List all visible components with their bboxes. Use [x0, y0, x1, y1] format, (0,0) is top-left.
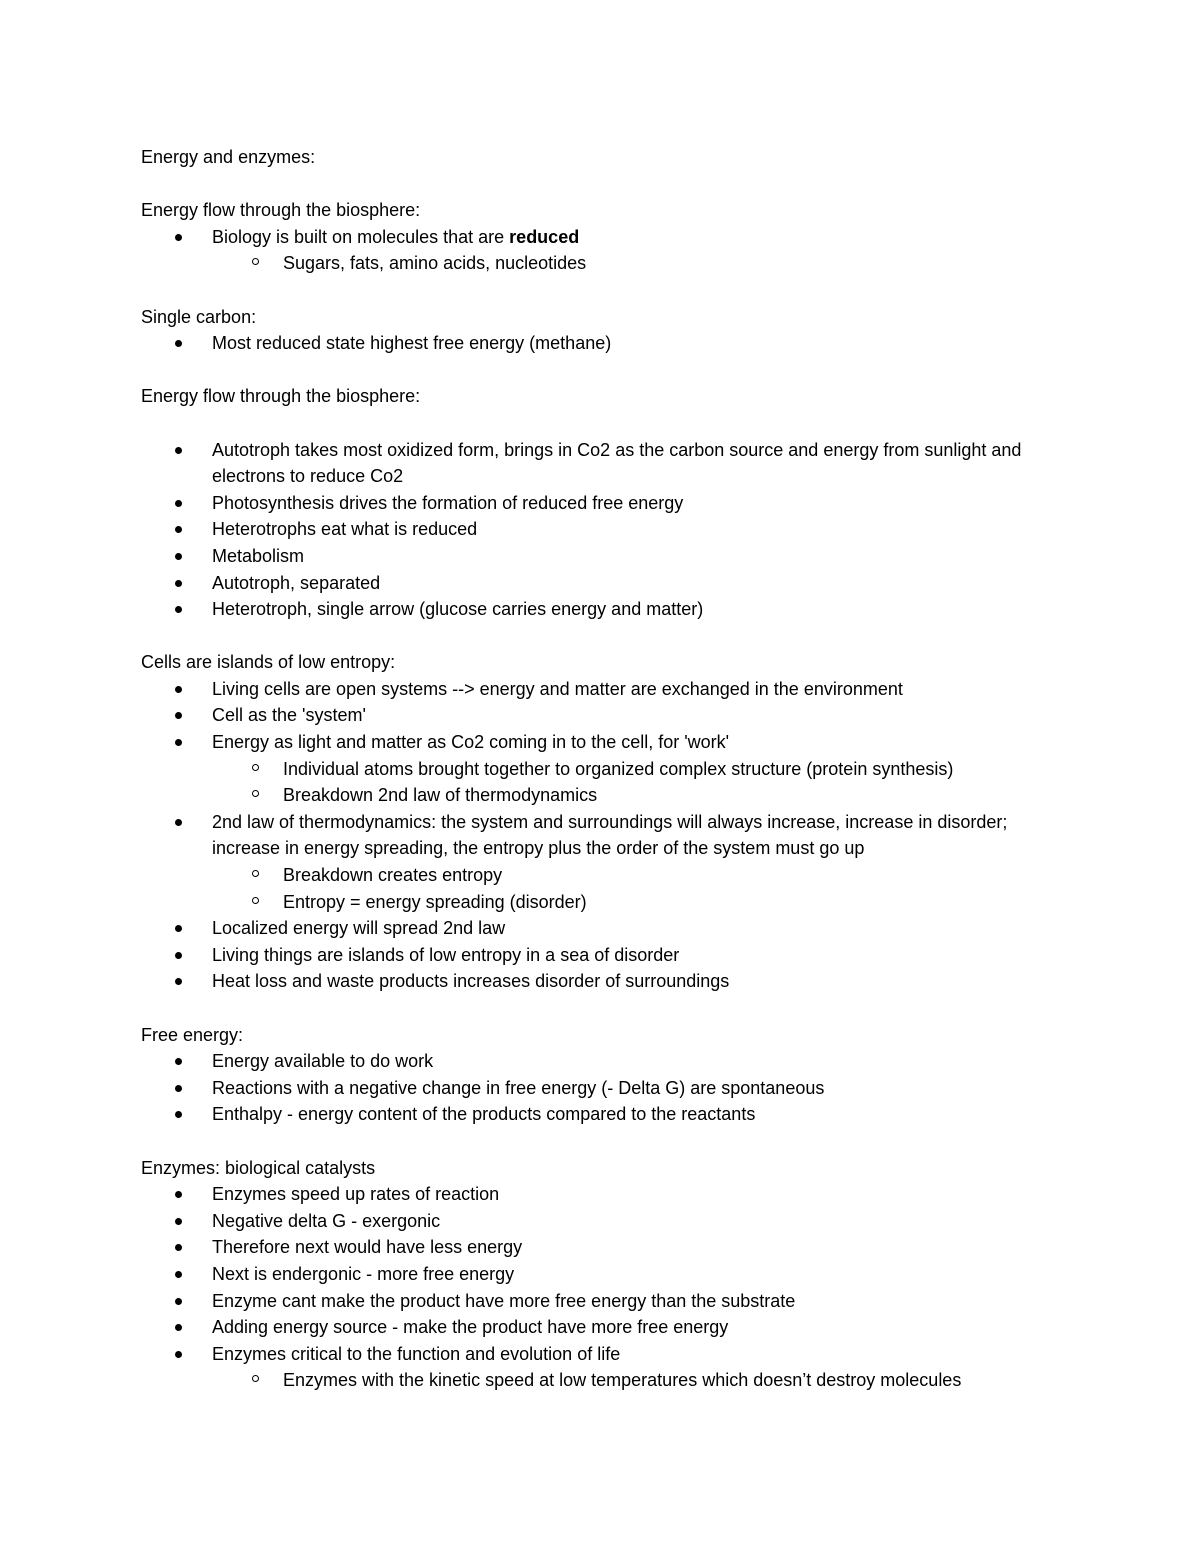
bullet-icon — [175, 968, 195, 995]
hollow-bullet-icon — [252, 889, 272, 916]
document-content — [141, 144, 1061, 1394]
list-item-text: Breakdown creates entropy — [283, 865, 503, 886]
bullet-icon — [175, 702, 195, 729]
list-item-text: Heterotrophs eat what is reduced — [212, 519, 478, 540]
list-item-text: Localized energy will spread 2nd law — [212, 918, 506, 939]
list-item-text: Most reduced state highest free energy (methane) — [212, 333, 612, 354]
section — [141, 383, 1061, 622]
bullet-icon — [175, 1101, 195, 1128]
hollow-bullet-icon — [252, 756, 272, 783]
list-item — [141, 596, 1061, 623]
section-heading: Single carbon: — [141, 306, 257, 327]
bullet-icon — [175, 1208, 195, 1235]
list-item-text: Enzyme cant make the product have more free energy than the substrate — [212, 1290, 796, 1311]
bullet-icon — [175, 1234, 195, 1261]
list-item-text: Autotroph, separated — [212, 572, 381, 593]
list-item-text: Living things are islands of low entropy in a sea of disorder — [212, 944, 680, 965]
list-item-text: Heat loss and waste products increases disorder of surroundings — [212, 971, 730, 992]
emphasized-text: reduced — [509, 226, 580, 247]
bullet-icon — [175, 490, 195, 517]
list-item — [141, 543, 1061, 570]
list-item — [141, 809, 1061, 862]
bullet-icon — [175, 1181, 195, 1208]
bullet-icon — [175, 1288, 195, 1315]
list-item — [141, 516, 1061, 543]
bullet-icon — [175, 1261, 195, 1288]
list-item — [141, 968, 1061, 995]
sub-list-item — [141, 1367, 1061, 1394]
list-item-text: Photosynthesis drives the formation of reduced free energy — [212, 492, 684, 513]
bullet-list — [141, 437, 1061, 623]
list-item-text: Next is endergonic - more free energy — [212, 1263, 515, 1284]
sub-list-item — [141, 756, 1061, 783]
section — [141, 304, 1061, 357]
bullet-icon — [175, 1314, 195, 1341]
list-item — [141, 915, 1061, 942]
hollow-bullet-icon — [252, 862, 272, 889]
bullet-icon — [175, 1341, 195, 1368]
list-item — [141, 942, 1061, 969]
section — [141, 197, 1061, 277]
list-item-text: Energy available to do work — [212, 1051, 434, 1072]
hollow-bullet-icon — [252, 1367, 272, 1394]
list-item-text: Energy as light and matter as Co2 coming in to the cell, for 'work' — [212, 732, 730, 753]
list-item-text: Metabolism — [212, 545, 305, 566]
list-item — [141, 1314, 1061, 1341]
list-item — [141, 702, 1061, 729]
list-item-text: Biology is built on molecules that are — [212, 226, 510, 247]
sections-container — [141, 197, 1061, 1394]
document-title: Energy and enzymes: — [141, 147, 316, 167]
bullet-icon — [175, 1048, 195, 1075]
list-item — [141, 676, 1061, 703]
bullet-list — [141, 1048, 1061, 1128]
bullet-icon — [175, 809, 195, 836]
bullet-icon — [175, 437, 195, 464]
bullet-icon — [175, 570, 195, 597]
bullet-list — [141, 1181, 1061, 1394]
list-item-text: Heterotroph, single arrow (glucose carries energy and matter) — [212, 599, 704, 620]
list-item-text: Autotroph takes most oxidized form, brings in Co2 as the carbon source and energy from sunlight and electrons to reduce Co2 — [212, 439, 1022, 487]
bullet-list — [141, 676, 1061, 995]
sub-list-item — [141, 782, 1061, 809]
list-item-text: Living cells are open systems --> energy and matter are exchanged in the environment — [212, 678, 903, 699]
bullet-icon — [175, 516, 195, 543]
list-item — [141, 1288, 1061, 1315]
sub-list-item — [141, 862, 1061, 889]
list-item-text: Enzymes critical to the function and evolution of life — [212, 1343, 621, 1364]
section — [141, 649, 1061, 995]
list-item — [141, 1101, 1061, 1128]
blank-line — [141, 410, 1061, 437]
list-item-text: Therefore next would have less energy — [212, 1237, 523, 1258]
list-item — [141, 1341, 1061, 1368]
section-heading: Enzymes: biological catalysts — [141, 1157, 376, 1178]
bullet-icon — [175, 543, 195, 570]
list-item — [141, 1234, 1061, 1261]
list-item-text: Enzymes speed up rates of reaction — [212, 1184, 500, 1205]
list-item — [141, 1048, 1061, 1075]
list-item — [141, 1261, 1061, 1288]
list-item-text: 2nd law of thermodynamics: the system and surroundings will always increase, increase in disorder; increase in energy spreading, the entropy plus the order of the system must go up — [212, 811, 1008, 859]
bullet-icon — [175, 1075, 195, 1102]
section-heading: Cells are islands of low entropy: — [141, 652, 396, 673]
list-item-text: Enthalpy - energy content of the products compared to the reactants — [212, 1104, 756, 1125]
list-item-text: Entropy = energy spreading (disorder) — [283, 891, 587, 912]
sub-list-item — [141, 889, 1061, 916]
hollow-bullet-icon — [252, 782, 272, 809]
bullet-icon — [175, 330, 195, 357]
section-heading: Energy flow through the biosphere: — [141, 200, 421, 221]
list-item-text: Negative delta G - exergonic — [212, 1210, 441, 1231]
list-item-text: Enzymes with the kinetic speed at low temperatures which doesn’t destroy molecules — [283, 1370, 962, 1391]
list-item-text: Reactions with a negative change in free energy (- Delta G) are spontaneous — [212, 1077, 825, 1098]
bullet-list — [141, 330, 1061, 357]
list-item — [141, 1208, 1061, 1235]
list-item-text: Individual atoms brought together to organized complex structure (protein synthesis) — [283, 758, 954, 779]
sub-list-item — [141, 250, 1061, 277]
list-item — [141, 490, 1061, 517]
bullet-icon — [175, 915, 195, 942]
hollow-bullet-icon — [252, 250, 272, 277]
section-heading: Energy flow through the biosphere: — [141, 386, 421, 407]
section-heading: Free energy: — [141, 1024, 244, 1045]
list-item — [141, 729, 1061, 756]
bullet-list — [141, 224, 1061, 277]
list-item — [141, 224, 1061, 251]
bullet-icon — [175, 676, 195, 703]
bullet-icon — [175, 729, 195, 756]
bullet-icon — [175, 224, 195, 251]
list-item — [141, 570, 1061, 597]
bullet-icon — [175, 596, 195, 623]
section — [141, 1022, 1061, 1128]
list-item — [141, 330, 1061, 357]
list-item-text: Sugars, fats, amino acids, nucleotides — [283, 253, 587, 274]
list-item — [141, 437, 1061, 490]
list-item — [141, 1075, 1061, 1102]
list-item-text: Adding energy source - make the product have more free energy — [212, 1317, 729, 1338]
list-item-text: Cell as the 'system' — [212, 705, 366, 726]
section — [141, 1155, 1061, 1394]
list-item — [141, 1181, 1061, 1208]
list-item-text: Breakdown 2nd law of thermodynamics — [283, 785, 598, 806]
bullet-icon — [175, 942, 195, 969]
